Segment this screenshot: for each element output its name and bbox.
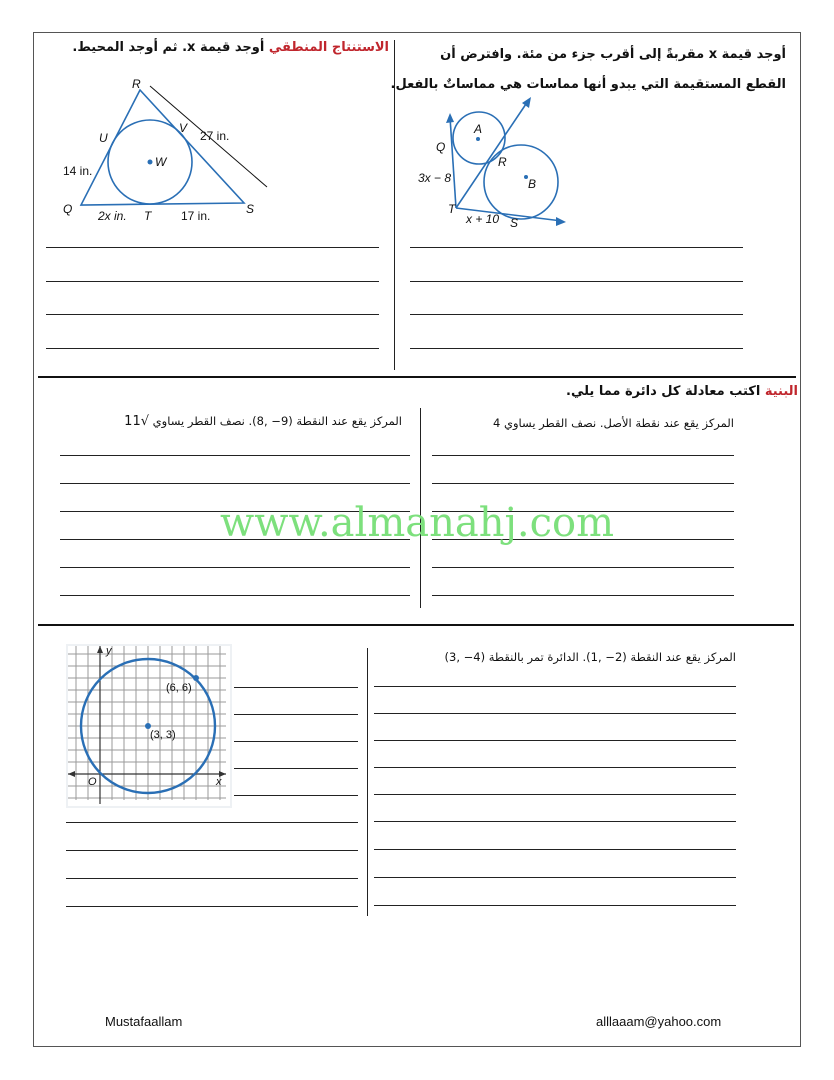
answer-line xyxy=(374,794,736,795)
answer-line xyxy=(410,314,743,315)
answer-line xyxy=(60,595,410,596)
origin-label: O xyxy=(88,776,97,788)
answer-line xyxy=(374,905,736,906)
label-s: S xyxy=(510,216,519,230)
answer-line xyxy=(432,567,734,568)
footer-author: Mustafaallam xyxy=(105,1014,183,1029)
section-divider xyxy=(38,624,794,626)
answer-line xyxy=(374,849,736,850)
point-3-3-label: (3, 3) xyxy=(150,729,176,741)
answer-line xyxy=(66,878,358,879)
answer-line xyxy=(234,714,358,715)
answer-line xyxy=(46,314,379,315)
column-divider xyxy=(394,40,395,370)
problem-2-main: المركز يقع عند النقطة (9− ,8). نصف القطر يساوي xyxy=(152,414,402,428)
answer-line xyxy=(234,741,358,742)
answer-line xyxy=(46,348,379,349)
x-axis-label: x xyxy=(216,776,222,788)
answer-line xyxy=(432,455,734,456)
answer-line xyxy=(60,455,410,456)
label-x-10: x + 10 xyxy=(466,212,500,226)
label-w: W xyxy=(155,155,167,169)
question-1-text xyxy=(391,40,786,100)
q1-line-2: القطع المستقيمة التي يبدو أنها مماسات هي مماساتٌ بالفعل. xyxy=(390,77,786,92)
section-divider xyxy=(38,376,796,378)
q2-text: أوجد قيمة x. ثم أوجد المحيط. xyxy=(72,40,265,55)
structure-text: اكتب معادلة كل دائرة مما يلي. xyxy=(566,384,761,399)
footer-email: alllaaam@yahoo.com xyxy=(596,1014,722,1029)
column-divider xyxy=(367,648,368,916)
label-a: A xyxy=(474,122,483,136)
answer-line xyxy=(46,281,379,282)
label-q: Q xyxy=(436,140,446,154)
label-u: U xyxy=(99,131,108,145)
q1-line-1: أوجد قيمة x مقربةً إلى أقرب جزء من مئة. وافترض أن xyxy=(440,47,786,62)
question-2-heading xyxy=(72,40,389,55)
structure-tag: البنية xyxy=(764,384,798,399)
answer-line xyxy=(374,713,736,714)
label-t: T xyxy=(448,202,456,216)
label-v: V xyxy=(179,121,188,135)
answer-line xyxy=(410,348,743,349)
answer-line xyxy=(432,595,734,596)
answer-line xyxy=(66,850,358,851)
tangent-circles-figure xyxy=(410,95,570,235)
answer-line xyxy=(432,483,734,484)
problem-2-text xyxy=(124,414,402,429)
answer-line xyxy=(374,740,736,741)
label-27: 27 in. xyxy=(200,129,230,143)
label-s2: S xyxy=(246,202,255,216)
answer-line xyxy=(234,768,358,769)
label-14: 14 in. xyxy=(63,164,93,178)
answer-line xyxy=(410,281,743,282)
label-t2: T xyxy=(144,209,152,223)
answer-line xyxy=(234,687,358,688)
structure-heading xyxy=(566,384,798,399)
label-r2: R xyxy=(132,77,141,91)
answer-line xyxy=(374,821,736,822)
label-2x: 2x in. xyxy=(98,209,127,223)
answer-line xyxy=(374,686,736,687)
watermark: www.almanahj.com xyxy=(220,500,615,546)
answer-line xyxy=(60,483,410,484)
problem-3-text: المركز يقع عند النقطة (2− ,1). الدائرة تمر بالنقطة (4− ,3) xyxy=(444,650,736,664)
answer-line xyxy=(66,822,358,823)
answer-line xyxy=(46,247,379,248)
point-6-6-label: (6, 6) xyxy=(166,682,192,694)
answer-line xyxy=(234,795,358,796)
logical-reasoning-tag: الاستنتاج المنطقي xyxy=(268,40,389,55)
coordinate-graph xyxy=(66,644,232,808)
inscribed-circle-figure xyxy=(55,74,285,226)
label-3x-8: 3x − 8 xyxy=(418,171,452,185)
answer-line xyxy=(374,767,736,768)
label-17: 17 in. xyxy=(181,209,211,223)
label-q2: Q xyxy=(63,202,73,216)
sqrt-11: √11 xyxy=(124,414,150,429)
label-r: R xyxy=(498,155,507,169)
y-axis-label: y xyxy=(106,645,112,657)
label-b: B xyxy=(528,177,537,191)
answer-line xyxy=(60,567,410,568)
answer-line xyxy=(374,877,736,878)
answer-line xyxy=(410,247,743,248)
problem-1-text: المركز يقع عند نقطة الأصل. نصف القطر يساوي 4 xyxy=(493,416,734,430)
answer-line xyxy=(66,906,358,907)
